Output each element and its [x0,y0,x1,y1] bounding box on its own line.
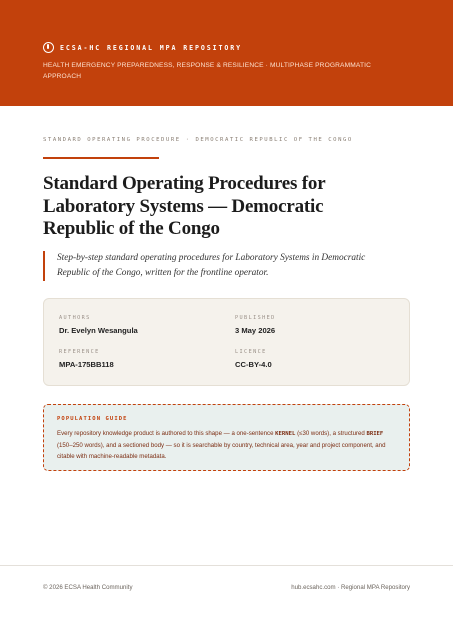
meta-reference-label: REFERENCE [59,349,100,355]
meta-authors [59,315,138,335]
page-footer [0,565,453,640]
meta-reference-value: MPA-175BB118 [59,360,114,369]
footer-site-link[interactable]: hub.ecsahc.com · Regional MPA Repository [291,584,410,591]
guide-body [57,428,396,462]
guide-brief-term: BRIEF [366,431,384,437]
guide-text-3: (150–250 words), and a sectioned body — so it is searchable by country, technical area, year and project component, and citable with machine-readable metadata. [57,442,386,460]
guide-title: POPULATION GUIDE [57,416,128,422]
repo-name: ECSA-HC REGIONAL MPA REPOSITORY [60,43,242,52]
population-guide [43,404,410,471]
guide-kernel-term: KERNEL [275,431,296,437]
meta-licence-value: CC-BY-4.0 [235,360,272,369]
meta-licence [235,349,272,369]
power-circle-icon [43,42,54,53]
repository-header [0,0,453,106]
meta-reference [59,349,114,369]
meta-published-label: PUBLISHED [235,315,276,321]
meta-published [235,315,276,335]
footer-copyright: © 2026 ECSA Health Community [43,584,133,591]
document-lede: Step-by-step standard operating procedures for Laboratory Systems in Democratic Republic of the Congo, written for the frontline operator. [43,251,373,281]
guide-text-1: Every repository knowledge product is authored to this shape — a one-sentence [57,430,276,437]
repo-brand[interactable] [43,42,410,53]
meta-authors-label: AUTHORS [59,315,91,321]
meta-published-value: 3 May 2026 [235,326,276,335]
document-eyebrow: STANDARD OPERATING PROCEDURE · DEMOCRATIC REPUBLIC OF THE CONGO [43,137,353,143]
accent-rule [43,157,159,159]
page-title: Standard Operating Procedures for Laboratory Systems — Democratic Republic of the Congo [43,173,326,239]
guide-text-2: (≤30 words), a structured [295,430,367,437]
metadata-card [43,298,410,386]
header-subtitle: HEALTH EMERGENCY PREPAREDNESS, RESPONSE & RESILIENCE · MULTIPHASE PROGRAMMATIC APPROACH [43,62,372,80]
meta-licence-label: LICENCE [235,349,267,355]
meta-authors-value: Dr. Evelyn Wesangula [59,326,138,335]
